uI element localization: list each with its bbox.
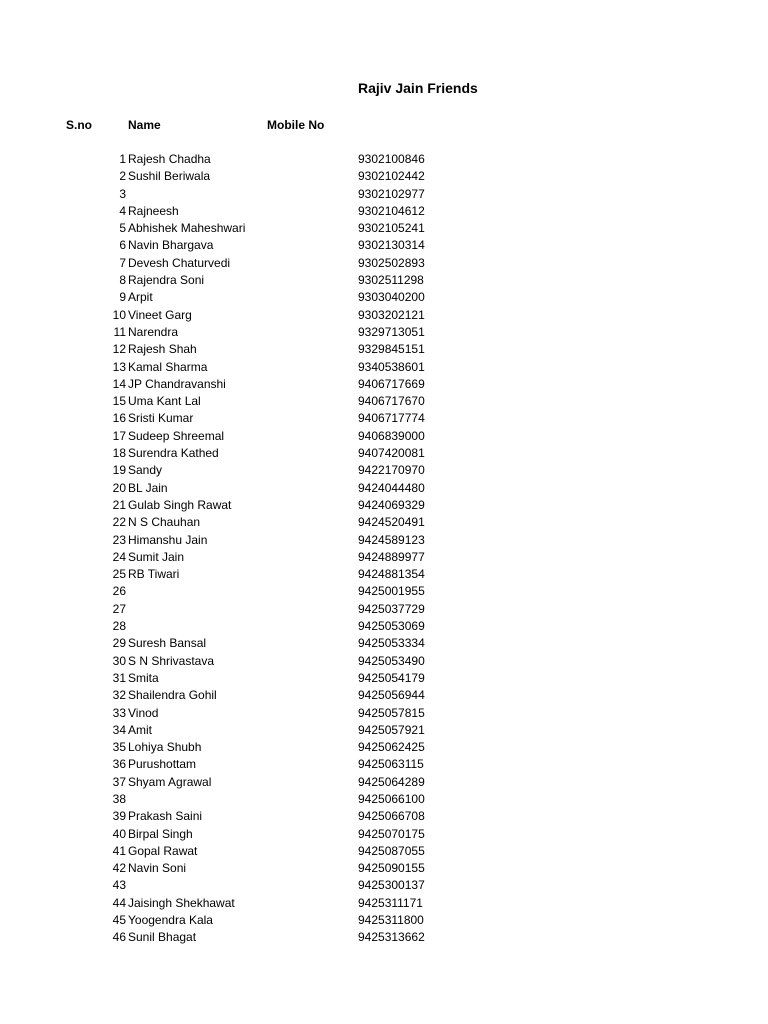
table-row	[0, 203, 768, 220]
row-sno: 15	[112, 394, 126, 409]
row-sno: 46	[112, 930, 126, 945]
row-mobile: 9424881354	[358, 567, 425, 582]
row-name: Suresh Bansal	[128, 636, 207, 651]
row-name: Abhishek Maheshwari	[128, 221, 246, 236]
row-sno: 12	[112, 342, 126, 357]
table-row	[0, 774, 768, 791]
row-name: Devesh Chaturvedi	[128, 255, 231, 270]
row-mobile: 9302100846	[358, 152, 425, 166]
table-row	[0, 151, 768, 168]
row-mobile: 9340538601	[358, 359, 425, 374]
row-sno: 30	[112, 653, 126, 668]
table-row	[0, 255, 768, 272]
table-row	[0, 670, 768, 687]
row-sno: 40	[112, 826, 126, 841]
row-mobile: 9425053069	[358, 619, 425, 634]
row-mobile: 9425313662	[358, 930, 425, 945]
row-mobile: 9422170970	[358, 463, 425, 478]
row-sno: 21	[112, 497, 126, 512]
row-sno: 36	[112, 757, 126, 772]
table-row	[0, 480, 768, 497]
table-row	[0, 532, 768, 549]
row-sno: 14	[112, 376, 126, 391]
row-mobile: 9302102442	[358, 169, 425, 184]
table-row	[0, 722, 768, 739]
row-name: N S Chauhan	[128, 515, 201, 530]
row-name: Sudeep Shreemal	[128, 428, 225, 443]
table-row	[0, 497, 768, 514]
row-sno: 39	[112, 809, 126, 824]
row-sno: 16	[112, 411, 126, 426]
row-name: Purushottam	[128, 757, 197, 772]
row-name: Prakash Saini	[128, 809, 203, 824]
row-name: Rajesh Chadha	[128, 152, 211, 166]
row-sno: 10	[112, 307, 126, 322]
row-name: Rajesh Shah	[128, 342, 197, 357]
table-row	[0, 237, 768, 254]
table-row	[0, 877, 768, 894]
table-row	[0, 653, 768, 670]
row-name: Uma Kant Lal	[128, 394, 201, 409]
table-row	[0, 826, 768, 843]
table-row	[0, 272, 768, 289]
table-row	[0, 168, 768, 185]
row-sno: 25	[112, 567, 126, 582]
row-name: Navin Bhargava	[128, 238, 214, 253]
row-sno: 3	[119, 186, 126, 201]
row-name: Sumit Jain	[128, 549, 185, 564]
row-name: Navin Soni	[128, 861, 187, 876]
row-sno: 1	[119, 152, 126, 166]
row-sno: 13	[112, 359, 126, 374]
row-mobile: 9425053334	[358, 636, 425, 651]
row-sno: 8	[119, 273, 126, 288]
row-mobile: 9424069329	[358, 497, 425, 512]
row-sno: 17	[112, 428, 126, 443]
table-row	[0, 393, 768, 410]
row-sno: 44	[112, 895, 126, 910]
row-name: Yoogendra Kala	[128, 913, 213, 928]
row-mobile: 9425057921	[358, 722, 425, 737]
row-sno: 18	[112, 446, 126, 461]
row-mobile: 9425066708	[358, 809, 425, 824]
row-mobile: 9425311171	[358, 895, 423, 910]
table-row	[0, 601, 768, 618]
row-mobile: 9424589123	[358, 532, 425, 547]
row-name: Birpal Singh	[128, 826, 193, 841]
row-mobile: 9425070175	[358, 826, 425, 841]
row-mobile: 9406717774	[358, 411, 425, 426]
row-sno: 38	[112, 791, 126, 806]
row-mobile: 9302511298	[358, 273, 424, 288]
row-mobile: 9425062425	[358, 740, 425, 755]
row-name: Shyam Agrawal	[128, 774, 212, 789]
row-name: RB Tiwari	[128, 567, 180, 582]
table-row	[0, 341, 768, 358]
row-name: Jaisingh Shekhawat	[128, 895, 235, 910]
row-mobile: 9425300137	[358, 878, 425, 893]
row-name: Gopal Rawat	[128, 843, 198, 858]
row-mobile: 9424520491	[358, 515, 425, 530]
row-sno: 34	[112, 722, 126, 737]
row-mobile: 9329713051	[358, 324, 425, 339]
row-name: Rajendra Soni	[128, 273, 205, 288]
row-sno: 31	[112, 670, 126, 685]
row-mobile: 9302130314	[358, 238, 425, 253]
table-row	[0, 705, 768, 722]
table-row	[0, 583, 768, 600]
table-row	[0, 376, 768, 393]
table-row	[0, 929, 768, 946]
row-name: Surendra Kathed	[128, 446, 219, 461]
row-name: Vineet Garg	[128, 307, 192, 322]
row-mobile: 9425001955	[358, 584, 425, 599]
table-row	[0, 635, 768, 652]
row-sno: 7	[119, 255, 126, 270]
row-mobile: 9302102977	[358, 186, 425, 201]
column-header-mobile: Mobile No	[267, 118, 325, 132]
row-mobile: 9425311800	[358, 913, 424, 928]
table-row	[0, 462, 768, 479]
row-name: JP Chandravanshi	[128, 376, 226, 391]
row-sno: 5	[119, 221, 126, 236]
row-name: Arpit	[128, 290, 153, 305]
row-name: Sushil Beriwala	[128, 169, 211, 184]
row-sno: 37	[112, 774, 126, 789]
page-title: Rajiv Jain Friends	[358, 80, 478, 96]
table-row	[0, 687, 768, 704]
table-row	[0, 618, 768, 635]
row-name: S N Shrivastava	[128, 653, 215, 668]
row-mobile: 9424889977	[358, 549, 425, 564]
row-sno: 43	[112, 878, 126, 893]
row-mobile: 9425037729	[358, 601, 425, 616]
row-mobile: 9406839000	[358, 428, 425, 443]
row-mobile: 9425090155	[358, 861, 425, 876]
row-mobile: 9425064289	[358, 774, 425, 789]
row-sno: 23	[112, 532, 126, 547]
row-mobile: 9302502893	[358, 255, 425, 270]
table-row	[0, 359, 768, 376]
row-sno: 9	[119, 290, 126, 305]
row-name: Amit	[128, 722, 152, 737]
table-row	[0, 186, 768, 203]
row-sno: 28	[112, 619, 126, 634]
row-name: Lohiya Shubh	[128, 740, 202, 755]
row-sno: 24	[112, 549, 126, 564]
table-row	[0, 220, 768, 237]
row-sno: 2	[119, 169, 126, 184]
table-row	[0, 289, 768, 306]
row-sno: 45	[112, 913, 126, 928]
row-sno: 22	[112, 515, 126, 530]
row-mobile: 9425063115	[358, 757, 424, 772]
column-header-sno: S.no	[66, 118, 92, 132]
table-row	[0, 307, 768, 324]
row-mobile: 9424044480	[358, 480, 425, 495]
table-row	[0, 445, 768, 462]
table-row	[0, 895, 768, 912]
row-name: Sristi Kumar	[128, 411, 194, 426]
table-row	[0, 860, 768, 877]
row-mobile: 9303040200	[358, 290, 425, 305]
table-row	[0, 912, 768, 929]
row-name: Vinod	[128, 705, 159, 720]
row-mobile: 9407420081	[358, 446, 425, 461]
row-sno: 11	[113, 324, 126, 339]
row-name: Gulab Singh Rawat	[128, 497, 232, 512]
row-name: Narendra	[128, 324, 179, 339]
row-sno: 26	[112, 584, 126, 599]
table-row	[0, 756, 768, 773]
row-name: Sunil Bhagat	[128, 930, 197, 945]
row-mobile: 9425066100	[358, 791, 425, 806]
row-mobile: 9303202121	[358, 307, 425, 322]
row-sno: 27	[112, 601, 126, 616]
row-sno: 42	[112, 861, 126, 876]
table-row	[0, 428, 768, 445]
row-sno: 32	[112, 688, 126, 703]
row-mobile: 9425054179	[358, 670, 425, 685]
row-mobile: 9425057815	[358, 705, 425, 720]
row-mobile: 9302105241	[358, 221, 425, 236]
row-mobile: 9425056944	[358, 688, 425, 703]
row-mobile: 9425053490	[358, 653, 425, 668]
row-sno: 33	[112, 705, 126, 720]
row-name: Sandy	[128, 463, 163, 478]
row-mobile: 9406717669	[358, 376, 425, 391]
row-name: Himanshu Jain	[128, 532, 208, 547]
table-row	[0, 739, 768, 756]
table-row	[0, 514, 768, 531]
table-row	[0, 324, 768, 341]
column-header-name: Name	[128, 118, 161, 132]
row-sno: 29	[112, 636, 126, 651]
row-name: Rajneesh	[128, 203, 179, 218]
table-row	[0, 808, 768, 825]
row-mobile: 9425087055	[358, 843, 425, 858]
table-row	[0, 566, 768, 583]
table-row	[0, 843, 768, 860]
row-name: Kamal Sharma	[128, 359, 208, 374]
row-sno: 20	[112, 480, 126, 495]
row-name: Shailendra Gohil	[128, 688, 217, 703]
table-row	[0, 549, 768, 566]
row-sno: 19	[112, 463, 126, 478]
row-name: Smita	[128, 670, 159, 685]
row-sno: 35	[112, 740, 126, 755]
row-mobile: 9302104612	[358, 203, 425, 218]
row-name: BL Jain	[128, 480, 168, 495]
row-sno: 6	[119, 238, 126, 253]
table-row	[0, 791, 768, 808]
row-mobile: 9406717670	[358, 394, 425, 409]
row-sno: 4	[119, 203, 126, 218]
table-row	[0, 410, 768, 427]
row-mobile: 9329845151	[358, 342, 425, 357]
row-sno: 41	[112, 843, 126, 858]
contact-list	[0, 151, 768, 947]
